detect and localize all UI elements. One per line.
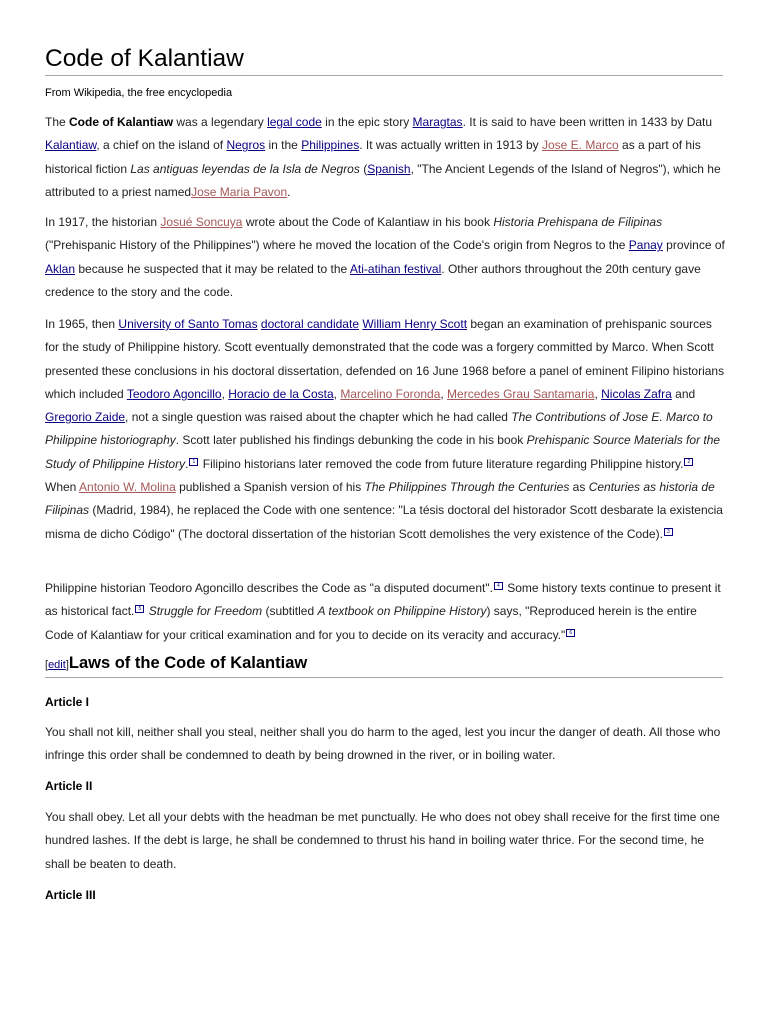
section-edit [45, 659, 69, 671]
text: , [594, 386, 602, 401]
edit-link[interactable]: edit [48, 659, 66, 671]
page-title: Code of Kalantiaw [45, 45, 244, 72]
article-i-text: You shall not kill, neither shall you steal, neither shall you do harm to the aged, lest you incur the danger of death. All those who infringe this order shall be condemned to death by being drowned in the river, or in boiling water. [45, 725, 721, 763]
text: When [45, 480, 80, 495]
text: was a legendary [173, 115, 268, 129]
link-philippines[interactable]: Philippines [301, 138, 360, 153]
text: as [569, 480, 589, 495]
book-title: Prehispanic Source Materials for the Study of Philippine History [45, 433, 721, 471]
link-teodoro-agoncillo[interactable]: Teodoro Agoncillo [126, 386, 222, 401]
article-ii-heading: Article II [45, 779, 93, 793]
link-kalantiaw[interactable]: Kalantiaw [45, 138, 97, 153]
link-maragtas[interactable]: Maragtas [412, 115, 463, 129]
text: . Other authors throughout the 20th century gave credence to the story and the code. [45, 261, 701, 299]
chapter-title: The Contributions of Jose E. Marco to Philippine historiography [45, 410, 713, 448]
link-nicolas-zafra[interactable]: Nicolas Zafra [601, 386, 672, 401]
link-mercedes-grau-santamaria[interactable]: Mercedes Grau Santamaria [447, 386, 595, 401]
text: . It was actually written in 1913 by [359, 138, 542, 153]
link-jose-maria-pavon[interactable]: Jose Maria Pavon [191, 184, 288, 199]
citation-ref[interactable]: 3 [664, 528, 673, 536]
article-i-heading: Article I [45, 695, 90, 709]
book-subtitle: A textbook on Philippine History [317, 604, 487, 619]
text: ("Prehispanic History of the Philippines") where he moved the location of the Code's origin from Negros to the [45, 238, 629, 253]
edit-bracket-open: [ [45, 659, 49, 671]
paragraph-agoncillo [45, 577, 725, 647]
book-title: Las antiguas leyendas de la Isla de Negros [130, 161, 360, 176]
article-iii-heading: Article III [45, 888, 96, 902]
link-ati-atihan-festival[interactable]: Ati-atihan festival [349, 261, 442, 276]
text: In 1917, the historian [45, 215, 161, 229]
text: in the [265, 138, 302, 153]
article-subject-bold: Code of Kalantiaw [69, 115, 174, 129]
citation-ref[interactable]: 2 [684, 458, 693, 466]
link-horacio-de-la-costa[interactable]: Horacio de la Costa [228, 386, 334, 401]
book-title: Historia Prehispana de Filipinas [493, 215, 663, 229]
edit-bracket-close: ] [65, 659, 69, 671]
text: , [221, 386, 229, 401]
link-legal-code[interactable]: legal code [267, 115, 322, 129]
text: and [671, 386, 696, 401]
citation-ref[interactable]: 4 [494, 582, 503, 590]
link-antonio-w-molina[interactable]: Antonio W. Molina [79, 480, 176, 495]
text: in the epic story [321, 115, 413, 129]
text: . [185, 456, 189, 471]
text: , "The Ancient Legends of the Island of Negros"), which he attributed to a priest named [45, 161, 721, 199]
article-ii-text: You shall obey. Let all your debts with the headman be met punctually. He who does not obey shall receive for the first time one hundred lashes. If the debt is large, he shall be condemned to thrust his hand in boiling water thrice. For the second time, he shall be beaten to death. [45, 810, 720, 871]
section-heading-text: Laws of the Code of Kalantiaw [68, 654, 308, 672]
text: , [440, 386, 448, 401]
link-university-of-santo-tomas[interactable]: University of Santo Tomas [118, 317, 258, 331]
link-panay[interactable]: Panay [628, 238, 663, 253]
citation-ref[interactable]: 6 [566, 629, 575, 637]
text: . Scott later published his findings debunking the code in his book [175, 433, 527, 448]
text: ( [359, 161, 368, 176]
text: published a Spanish version of his [175, 480, 365, 495]
text: ) says, "Reproduced herein is the entire Code of Kalantiaw for your critical examination and for you to decide on its veracity and accuracy." [45, 604, 697, 642]
text: (Madrid, 1984), he replaced the Code with one sentence: "La tésis doctoral del historador Scott desbarate la existencia misma de dicho Código" (The doctoral dissertation of the historian Scott demolishes the very existence of the Code). [45, 503, 723, 541]
link-marcelino-foronda[interactable]: Marcelino Foronda [340, 386, 441, 401]
citation-ref[interactable]: 1 [189, 458, 198, 466]
paragraph-1917 [45, 211, 725, 304]
link-william-henry-scott[interactable]: William Henry Scott [362, 317, 468, 331]
book-title: The Philippines Through the Centuries [364, 480, 570, 495]
text: . [287, 184, 291, 199]
text: . It is said to have been written in 1433 by Datu [462, 115, 713, 129]
book-title: Struggle for Freedom [148, 604, 263, 619]
text: The [45, 115, 70, 129]
text: as a part of his historical fiction [45, 138, 701, 176]
text: , a chief on the island of [96, 138, 227, 153]
text: province of [662, 238, 725, 253]
link-josue-soncuya[interactable]: Josué Soncuya [160, 215, 243, 229]
link-jose-e-marco[interactable]: Jose E. Marco [542, 138, 619, 153]
text: In 1965, then [45, 317, 119, 331]
link-spanish[interactable]: Spanish [367, 161, 411, 176]
link-aklan[interactable]: Aklan [45, 261, 76, 276]
intro-paragraph [45, 111, 725, 204]
section-divider [45, 677, 723, 678]
link-gregorio-zaide[interactable]: Gregorio Zaide [45, 410, 126, 425]
site-tagline: From Wikipedia, the free encyclopedia [45, 87, 233, 99]
book-title: Centuries as historia de Filipinas [45, 480, 715, 518]
paragraph-1965 [45, 313, 725, 546]
text: (subtitled [262, 604, 318, 619]
text: because he suspected that it may be related to the [75, 261, 350, 276]
text: Philippine historian Teodoro Agoncillo describes the Code as "a disputed document". [45, 581, 493, 595]
text: Some history texts continue to present it as historical fact. [45, 581, 721, 619]
link-doctoral-candidate[interactable]: doctoral candidate [260, 317, 359, 331]
text: , [333, 386, 341, 401]
section-heading-laws [45, 652, 307, 676]
text: began an examination of prehispanic sources for the study of Philippine history. Scott eventually demonstrated that the code was a forgery committed by Marco. When Scott presented these conclusions in his doctoral dissertation, defended on 16 June 1968 before a panel of eminent Filipino historians which included [45, 317, 725, 401]
citation-ref[interactable]: 5 [135, 605, 144, 613]
text: , not a single question was raised about the chapter which he had called [125, 410, 512, 425]
link-negros[interactable]: Negros [226, 138, 266, 153]
text: wrote about the Code of Kalantiaw in his book [242, 215, 494, 229]
title-divider [45, 75, 723, 76]
text: Filipino historians later removed the code from future literature regarding Philippine history. [199, 456, 684, 471]
